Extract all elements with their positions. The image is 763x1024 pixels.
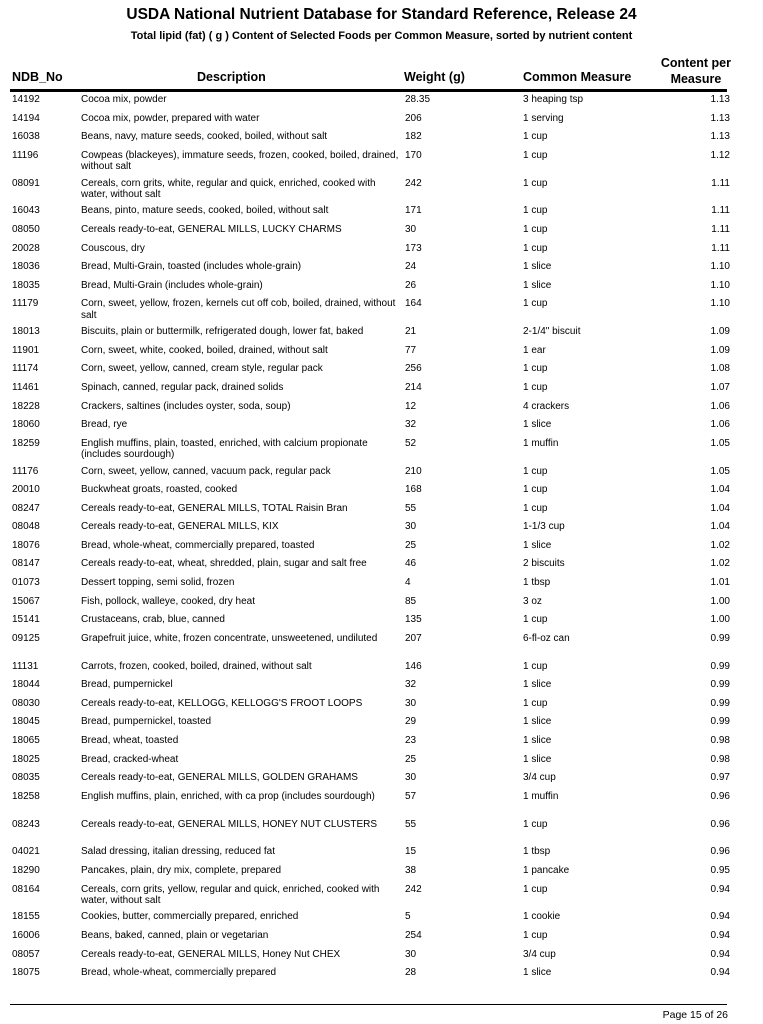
table-row: [0, 503, 763, 522]
description-cell: English muffins, plain, toasted, enriched, with calcium propionate (includes sourdough): [81, 437, 368, 461]
content-cell: 0.96: [710, 818, 730, 830]
measure-cell: 1 slice: [523, 735, 552, 747]
ndb-cell: 18290: [12, 864, 40, 876]
content-cell: 1.00: [710, 595, 730, 607]
content-cell: 0.99: [710, 697, 730, 709]
weight-cell: 57: [405, 790, 417, 802]
content-cell: 1.12: [710, 149, 730, 161]
table-row: [0, 949, 763, 968]
column-header-content-line2: Measure: [670, 72, 722, 86]
table-row: [0, 772, 763, 791]
description-cell: Bread, wheat, toasted: [81, 735, 179, 747]
header-rule: [10, 89, 727, 92]
data-table: [0, 94, 763, 986]
description-cell: Crustaceans, crab, blue, canned: [81, 614, 225, 626]
content-cell: 1.06: [710, 419, 730, 431]
table-row: [0, 419, 763, 438]
weight-cell: 21: [405, 326, 417, 338]
ndb-cell: 11901: [12, 344, 40, 356]
footer-rule: [10, 1004, 727, 1005]
weight-cell: 170: [405, 149, 422, 161]
description-cell: Pancakes, plain, dry mix, complete, prepared: [81, 864, 282, 876]
table-row: [0, 679, 763, 698]
weight-cell: 32: [405, 419, 417, 431]
weight-cell: 55: [405, 818, 417, 830]
measure-cell: 1 tbsp: [523, 577, 551, 589]
table-row: [0, 633, 763, 661]
measure-cell: 1-1/3 cup: [523, 521, 565, 533]
content-cell: 1.02: [710, 539, 730, 551]
content-cell: 0.94: [710, 911, 730, 923]
measure-cell: 1 slice: [523, 279, 552, 291]
ndb-cell: 11179: [12, 298, 39, 310]
content-cell: 0.95: [710, 864, 730, 876]
table-row: [0, 363, 763, 382]
measure-cell: 1 serving: [523, 112, 564, 124]
weight-cell: 171: [405, 205, 422, 217]
table-row: [0, 466, 763, 485]
ndb-cell: 18035: [12, 279, 40, 291]
weight-cell: 30: [405, 948, 417, 960]
content-cell: 0.99: [710, 716, 730, 728]
weight-cell: 254: [405, 929, 422, 941]
weight-cell: 4: [405, 577, 411, 589]
weight-cell: 168: [405, 484, 422, 496]
weight-cell: 52: [405, 437, 417, 449]
table-row: [0, 280, 763, 299]
content-cell: 1.13: [710, 131, 730, 143]
ndb-cell: 11131: [12, 660, 39, 672]
weight-cell: 23: [405, 735, 417, 747]
table-row: [0, 754, 763, 773]
description-cell: Grapefruit juice, white, frozen concentrate, unsweetened, undiluted: [81, 632, 378, 644]
content-cell: 1.11: [711, 223, 730, 235]
ndb-cell: 11176: [12, 465, 39, 477]
content-cell: 0.99: [710, 632, 730, 644]
ndb-cell: 08050: [12, 223, 40, 235]
weight-cell: 28.35: [405, 94, 431, 105]
ndb-cell: 04021: [12, 846, 40, 858]
content-cell: 1.08: [710, 363, 730, 375]
table-row: [0, 577, 763, 596]
measure-cell: 1 cup: [523, 660, 548, 672]
measure-cell: 1 cup: [523, 177, 548, 189]
ndb-cell: 16038: [12, 131, 40, 143]
column-header-weight: Weight (g): [404, 70, 465, 84]
weight-cell: 55: [405, 502, 417, 514]
weight-cell: 25: [405, 753, 417, 765]
description-cell: Cookies, butter, commercially prepared, enriched: [81, 911, 299, 923]
measure-cell: 1 cup: [523, 131, 548, 143]
column-header-measure: Common Measure: [523, 70, 632, 84]
content-cell: 1.13: [710, 94, 730, 105]
measure-cell: 1 slice: [523, 539, 552, 551]
table-row: [0, 438, 763, 466]
content-cell: 1.04: [710, 502, 730, 514]
measure-cell: 1 cup: [523, 205, 548, 217]
measure-cell: 1 cup: [523, 818, 548, 830]
measure-cell: 1 pancake: [523, 864, 570, 876]
measure-cell: 2-1/4" biscuit: [523, 326, 581, 338]
content-cell: 1.04: [710, 484, 730, 496]
table-row: [0, 596, 763, 615]
weight-cell: 30: [405, 223, 417, 235]
weight-cell: 242: [405, 177, 422, 189]
content-cell: 0.98: [710, 735, 730, 747]
content-cell: 1.10: [710, 298, 730, 310]
ndb-cell: 08030: [12, 697, 40, 709]
description-cell: Corn, sweet, yellow, frozen, kernels cut off cob, boiled, drained, without salt: [81, 298, 396, 321]
ndb-cell: 16006: [12, 929, 40, 941]
measure-cell: 1 cup: [523, 381, 548, 393]
content-cell: 1.13: [710, 112, 730, 124]
ndb-cell: 18258: [12, 790, 40, 802]
weight-cell: 242: [405, 883, 422, 895]
ndb-cell: 18076: [12, 539, 40, 551]
table-row: [0, 558, 763, 577]
weight-cell: 12: [405, 400, 417, 412]
weight-cell: 85: [405, 595, 417, 607]
description-cell: Dessert topping, semi solid, frozen: [81, 577, 235, 589]
table-row: [0, 614, 763, 633]
weight-cell: 15: [405, 846, 417, 858]
ndb-cell: 14194: [12, 112, 40, 124]
table-row: [0, 401, 763, 420]
description-cell: Beans, baked, canned, plain or vegetarian: [81, 929, 269, 941]
measure-cell: 1 cup: [523, 484, 548, 496]
weight-cell: 5: [405, 911, 411, 923]
measure-cell: 6-fl-oz can: [523, 632, 570, 644]
content-cell: 0.94: [710, 948, 730, 960]
weight-cell: 28: [405, 967, 417, 979]
table-row: [0, 382, 763, 401]
description-cell: Cereals, corn grits, white, regular and quick, enriched, cooked with water, without salt: [81, 177, 376, 201]
ndb-cell: 18060: [12, 419, 40, 431]
measure-cell: 1 ear: [523, 344, 546, 356]
ndb-cell: 18036: [12, 261, 40, 273]
measure-cell: 3/4 cup: [523, 772, 556, 784]
measure-cell: 1 cup: [523, 883, 548, 895]
description-cell: Couscous, dry: [81, 242, 145, 254]
measure-cell: 1 slice: [523, 261, 552, 273]
weight-cell: 173: [405, 242, 422, 254]
content-cell: 1.01: [710, 577, 730, 589]
table-row: [0, 150, 763, 178]
ndb-cell: 08035: [12, 772, 40, 784]
weight-cell: 164: [405, 298, 422, 310]
content-cell: 0.94: [710, 883, 730, 895]
content-cell: 1.11: [711, 242, 730, 254]
description-cell: Beans, navy, mature seeds, cooked, boiled, without salt: [81, 131, 328, 143]
ndb-cell: 18155: [12, 911, 40, 923]
weight-cell: 26: [405, 279, 417, 291]
content-cell: 1.10: [710, 261, 730, 273]
table-row: [0, 298, 763, 326]
description-cell: Bread, pumpernickel: [81, 679, 173, 691]
weight-cell: 146: [405, 660, 422, 672]
ndb-cell: 15141: [12, 614, 40, 626]
report-subtitle: Total lipid (fat) ( g ) Content of Selected Foods per Common Measure, sorted by nutrient content: [130, 30, 633, 42]
measure-cell: 1 cup: [523, 223, 548, 235]
weight-cell: 24: [405, 261, 417, 273]
ndb-cell: 18025: [12, 753, 40, 765]
table-row: [0, 911, 763, 930]
description-cell: Cereals ready-to-eat, GENERAL MILLS, LUCKY CHARMS: [81, 223, 342, 235]
content-cell: 1.10: [710, 279, 730, 291]
column-header-description: Description: [197, 70, 266, 84]
ndb-cell: 11461: [12, 381, 40, 393]
ndb-cell: 18259: [12, 437, 40, 449]
description-cell: Bread, whole-wheat, commercially prepared, toasted: [81, 539, 315, 551]
measure-cell: 1 cup: [523, 298, 548, 310]
description-cell: Cereals ready-to-eat, KELLOGG, KELLOGG'S FROOT LOOPS: [81, 697, 363, 709]
content-cell: 0.99: [710, 660, 730, 672]
measure-cell: 4 crackers: [523, 400, 570, 412]
description-cell: Corn, sweet, yellow, canned, cream style, regular pack: [81, 363, 323, 375]
content-cell: 0.97: [710, 772, 730, 784]
table-row: [0, 326, 763, 345]
ndb-cell: 18228: [12, 400, 40, 412]
table-row: [0, 698, 763, 717]
content-cell: 0.94: [710, 929, 730, 941]
content-cell: 1.02: [710, 558, 730, 570]
ndb-cell: 20028: [12, 242, 40, 254]
description-cell: Cereals ready-to-eat, GENERAL MILLS, GOLDEN GRAHAMS: [81, 772, 358, 784]
ndb-cell: 08147: [12, 558, 40, 570]
description-cell: Cocoa mix, powder: [81, 94, 167, 105]
weight-cell: 210: [405, 465, 422, 477]
table-row: [0, 735, 763, 754]
table-row: [0, 819, 763, 847]
table-row: [0, 178, 763, 206]
measure-cell: 1 muffin: [523, 790, 559, 802]
description-cell: Corn, sweet, yellow, canned, vacuum pack, regular pack: [81, 465, 331, 477]
description-cell: Salad dressing, italian dressing, reduced fat: [81, 846, 276, 858]
measure-cell: 1 cup: [523, 929, 548, 941]
ndb-cell: 18044: [12, 679, 40, 691]
content-cell: 0.99: [710, 679, 730, 691]
table-row: [0, 930, 763, 949]
description-cell: Bread, whole-wheat, commercially prepared: [81, 967, 277, 979]
weight-cell: 38: [405, 864, 417, 876]
weight-cell: 46: [405, 558, 417, 570]
ndb-cell: 18065: [12, 735, 40, 747]
measure-cell: 3 heaping tsp: [523, 94, 584, 105]
description-cell: Cocoa mix, powder, prepared with water: [81, 112, 260, 124]
column-header-content-line1: Content per: [660, 56, 731, 70]
table-row: [0, 716, 763, 735]
table-row: [0, 884, 763, 912]
ndb-cell: 18075: [12, 967, 40, 979]
table-row: [0, 846, 763, 865]
description-cell: Bread, cracked-wheat: [81, 753, 179, 765]
description-cell: Fish, pollock, walleye, cooked, dry heat: [81, 595, 255, 607]
measure-cell: 1 slice: [523, 716, 552, 728]
measure-cell: 3 oz: [523, 595, 542, 607]
ndb-cell: 08243: [12, 818, 40, 830]
page-number: Page 15 of 26: [662, 1009, 728, 1021]
report-title: USDA National Nutrient Database for Standard Reference, Release 24: [126, 6, 637, 23]
description-cell: Beans, pinto, mature seeds, cooked, boiled, without salt: [81, 205, 329, 217]
description-cell: Spinach, canned, regular pack, drained solids: [81, 381, 284, 393]
description-cell: Cowpeas (blackeyes), immature seeds, frozen, cooked, boiled, drained, without salt: [81, 149, 399, 173]
content-cell: 0.94: [710, 967, 730, 979]
column-header-ndb: NDB_No: [12, 70, 63, 84]
weight-cell: 30: [405, 697, 417, 709]
measure-cell: 1 slice: [523, 967, 552, 979]
ndb-cell: 08164: [12, 883, 40, 895]
ndb-cell: 11174: [12, 363, 39, 375]
description-cell: Biscuits, plain or buttermilk, refrigerated dough, lower fat, baked: [81, 326, 364, 338]
content-cell: 1.11: [711, 177, 730, 189]
measure-cell: 1 cup: [523, 614, 548, 626]
content-cell: 1.05: [710, 437, 730, 449]
content-cell: 1.06: [710, 400, 730, 412]
content-cell: 1.05: [710, 465, 730, 477]
ndb-cell: 16043: [12, 205, 40, 217]
ndb-cell: 15067: [12, 595, 40, 607]
description-cell: Buckwheat groats, roasted, cooked: [81, 484, 238, 496]
measure-cell: 1 cup: [523, 502, 548, 514]
measure-cell: 1 cup: [523, 149, 548, 161]
description-cell: Carrots, frozen, cooked, boiled, drained, without salt: [81, 660, 312, 672]
ndb-cell: 20010: [12, 484, 40, 496]
table-row: [0, 791, 763, 819]
content-cell: 1.07: [710, 381, 730, 393]
measure-cell: 1 cookie: [523, 911, 561, 923]
measure-cell: 2 biscuits: [523, 558, 565, 570]
weight-cell: 77: [405, 344, 417, 356]
weight-cell: 182: [405, 131, 422, 143]
measure-cell: 1 slice: [523, 679, 552, 691]
description-cell: Cereals ready-to-eat, GENERAL MILLS, Honey Nut CHEX: [81, 948, 341, 960]
measure-cell: 1 cup: [523, 465, 548, 477]
content-cell: 1.09: [710, 326, 730, 338]
table-row: [0, 113, 763, 132]
measure-cell: 1 slice: [523, 419, 552, 431]
ndb-cell: 18045: [12, 716, 40, 728]
table-row: [0, 661, 763, 680]
weight-cell: 206: [405, 112, 422, 124]
description-cell: Bread, rye: [81, 419, 128, 431]
weight-cell: 256: [405, 363, 422, 375]
description-cell: Cereals, corn grits, yellow, regular and quick, enriched, cooked with water, without salt: [81, 883, 380, 907]
ndb-cell: 01073: [12, 577, 40, 589]
content-cell: 1.04: [710, 521, 730, 533]
description-cell: English muffins, plain, enriched, with ca prop (includes sourdough): [81, 790, 375, 802]
table-row: [0, 345, 763, 364]
table-row: [0, 521, 763, 540]
table-row: [0, 224, 763, 243]
content-cell: 0.96: [710, 790, 730, 802]
description-cell: Crackers, saltines (includes oyster, soda, soup): [81, 400, 291, 412]
table-row: [0, 261, 763, 280]
weight-cell: 214: [405, 381, 422, 393]
table-row: [0, 540, 763, 559]
content-cell: 1.09: [710, 344, 730, 356]
description-cell: Bread, Multi-Grain (includes whole-grain): [81, 279, 263, 291]
measure-cell: 1 slice: [523, 753, 552, 765]
description-cell: Bread, pumpernickel, toasted: [81, 716, 212, 728]
ndb-cell: 08048: [12, 521, 40, 533]
measure-cell: 1 cup: [523, 363, 548, 375]
table-row: [0, 967, 763, 986]
measure-cell: 1 cup: [523, 697, 548, 709]
table-row: [0, 94, 763, 113]
weight-cell: 32: [405, 679, 417, 691]
column-header-content: [661, 55, 731, 87]
content-cell: 0.98: [710, 753, 730, 765]
ndb-cell: 11196: [12, 149, 39, 161]
content-cell: 0.96: [710, 846, 730, 858]
description-cell: Corn, sweet, white, cooked, boiled, drained, without salt: [81, 344, 328, 356]
description-cell: Cereals ready-to-eat, wheat, shredded, plain, sugar and salt free: [81, 558, 367, 570]
ndb-cell: 14192: [12, 94, 40, 105]
description-cell: Cereals ready-to-eat, GENERAL MILLS, TOTAL Raisin Bran: [81, 502, 348, 514]
description-cell: Bread, Multi-Grain, toasted (includes whole-grain): [81, 261, 302, 273]
ndb-cell: 08247: [12, 502, 40, 514]
table-row: [0, 865, 763, 884]
measure-cell: 1 cup: [523, 242, 548, 254]
weight-cell: 25: [405, 539, 417, 551]
ndb-cell: 18013: [12, 326, 40, 338]
weight-cell: 30: [405, 772, 417, 784]
measure-cell: 1 muffin: [523, 437, 559, 449]
content-cell: 1.00: [710, 614, 730, 626]
table-row: [0, 131, 763, 150]
ndb-cell: 09125: [12, 632, 40, 644]
ndb-cell: 08057: [12, 948, 40, 960]
table-row: [0, 484, 763, 503]
weight-cell: 30: [405, 521, 417, 533]
weight-cell: 29: [405, 716, 417, 728]
ndb-cell: 08091: [12, 177, 40, 189]
description-cell: Cereals ready-to-eat, GENERAL MILLS, KIX: [81, 521, 279, 533]
measure-cell: 3/4 cup: [523, 948, 556, 960]
content-cell: 1.11: [711, 205, 730, 217]
measure-cell: 1 tbsp: [523, 846, 551, 858]
table-row: [0, 243, 763, 262]
table-row: [0, 205, 763, 224]
weight-cell: 207: [405, 632, 422, 644]
description-cell: Cereals ready-to-eat, GENERAL MILLS, HONEY NUT CLUSTERS: [81, 818, 378, 830]
weight-cell: 135: [405, 614, 422, 626]
